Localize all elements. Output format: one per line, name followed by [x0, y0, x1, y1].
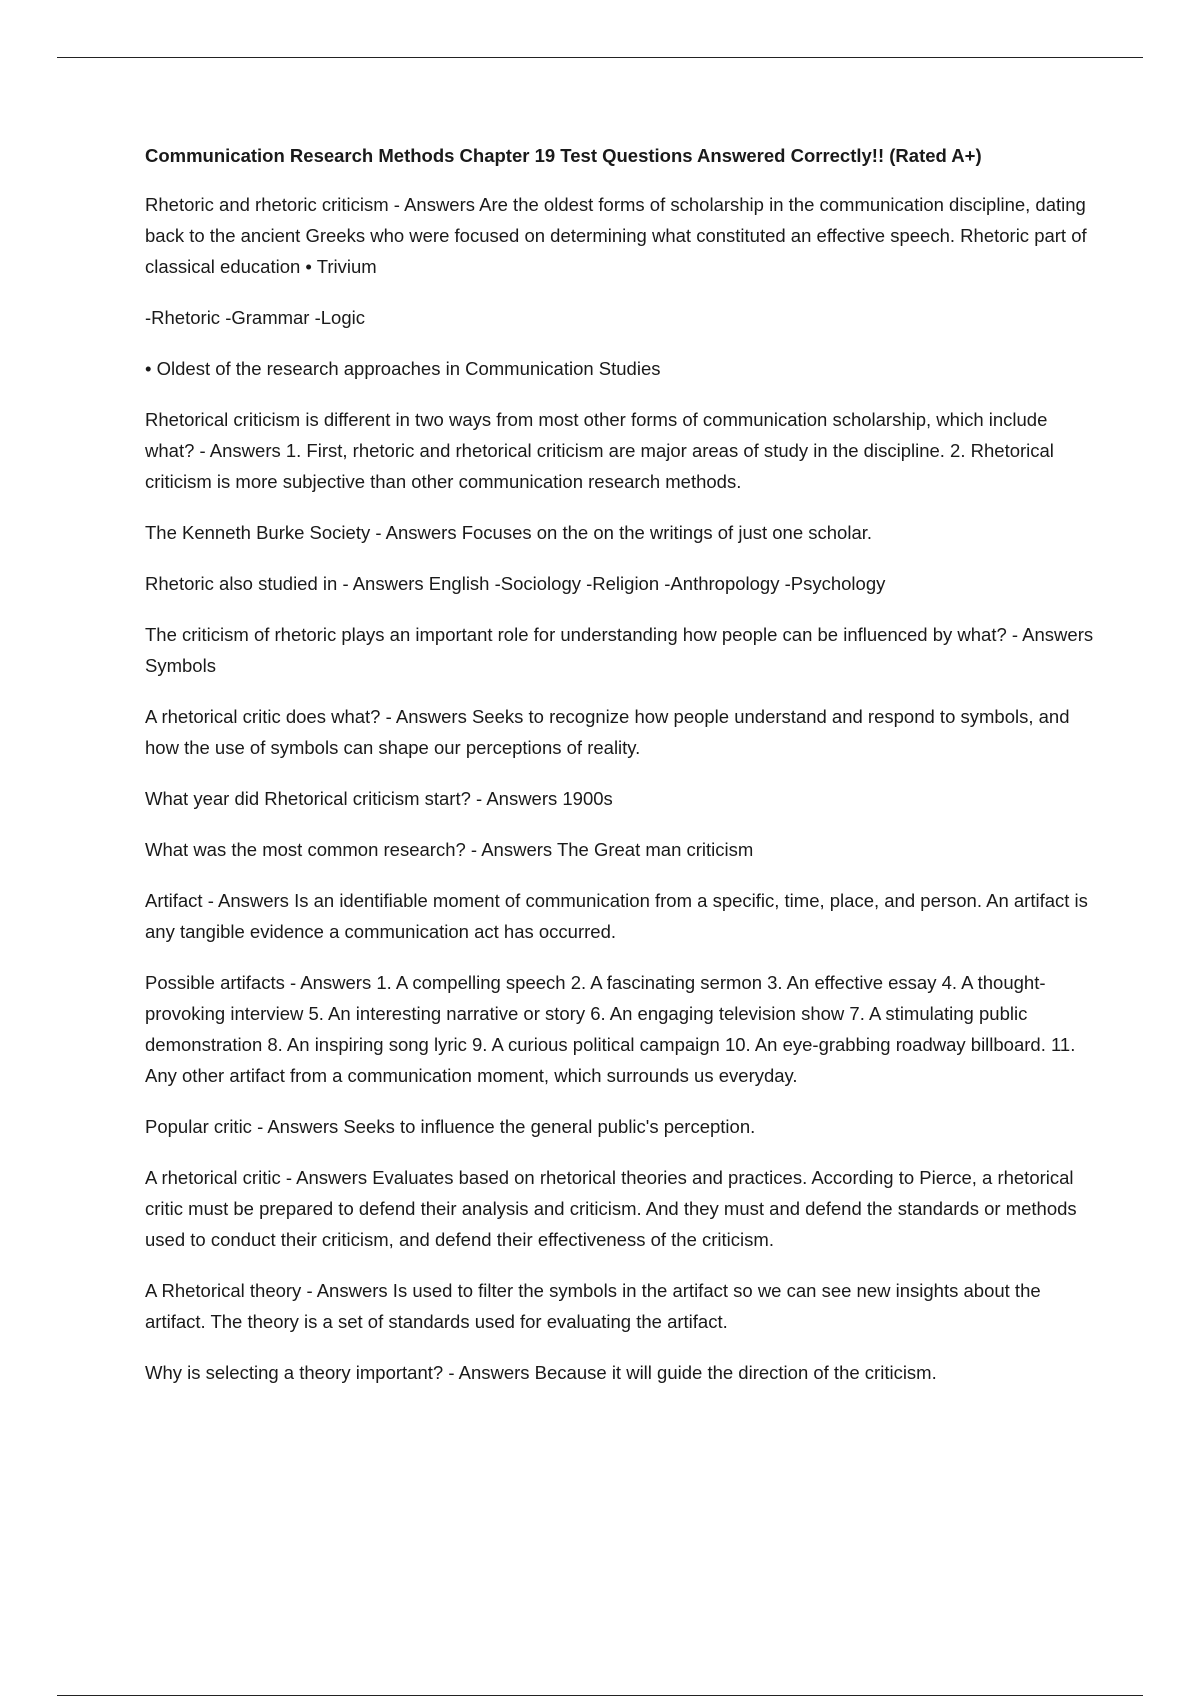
paragraph-rhetorical-theory: A Rhetorical theory - Answers Is used to filter the symbols in the artifact so we can see new insights about the artifact. The theory is a set of standards used for evaluating the artifact. [145, 1280, 1041, 1332]
paragraph-popular-critic: Popular critic - Answers Seeks to influence the general public's perception. [145, 1116, 756, 1137]
paragraph-also-studied: Rhetoric also studied in - Answers English -Sociology -Religion -Anthropology -Psychology [145, 573, 886, 594]
document-body [145, 140, 1095, 1408]
footer-rule [57, 1695, 1143, 1696]
paragraph-common-research: What was the most common research? - Answers The Great man criticism [145, 839, 754, 860]
paragraph-kenneth-burke: The Kenneth Burke Society - Answers Focuses on the on the writings of just one scholar. [145, 522, 873, 543]
paragraph-possible-artifacts: Possible artifacts - Answers 1. A compelling speech 2. A fascinating sermon 3. An effective essay 4. A thought- provoking interview 5. An interesting narrative or story 6. An engaging television show 7. A stimulating public demonstration 8. An inspiring song lyric 9. A curious political campaign 10. An eye-grabbing roadway billboard. 11. Any other artifact from a communication moment, which surrounds us everyday. [145, 972, 1076, 1086]
paragraph-two-ways: Rhetorical criticism is different in two ways from most other forms of communication scholarship, which include what? - Answers 1. First, rhetoric and rhetorical criticism are major areas of study in the discipline. 2. Rhetorical criticism is more subjective than other communication research methods. [145, 409, 1054, 492]
paragraph-critic-does: A rhetorical critic does what? - Answers Seeks to recognize how people understand and respond to symbols, and how the use of symbols can shape our perceptions of reality. [145, 706, 1070, 758]
paragraph-rhetoric-criticism: Rhetoric and rhetoric criticism - Answers Are the oldest forms of scholarship in the communication discipline, dating back to the ancient Greeks who were focused on determining what constituted an effective speech. Rhetoric part of classical education • Trivium [145, 194, 1087, 277]
paragraph-symbols: The criticism of rhetoric plays an important role for understanding how people can be influenced by what? - Answers Symbols [145, 624, 1094, 676]
paragraph-year-start: What year did Rhetorical criticism start? - Answers 1900s [145, 788, 613, 809]
header-rule [57, 57, 1143, 58]
paragraph-selecting-theory: Why is selecting a theory important? - Answers Because it will guide the direction of the criticism. [145, 1362, 937, 1383]
paragraph-rhetorical-critic: A rhetorical critic - Answers Evaluates based on rhetorical theories and practices. According to Pierce, a rhetorical critic must be prepared to defend their analysis and criticism. And they must and defend the standards or methods used to conduct their criticism, and defend their effectiveness of the criticism. [145, 1167, 1077, 1250]
document-title: Communication Research Methods Chapter 19 Test Questions Answered Correctly!! (Rated A+) [145, 145, 982, 166]
paragraph-trivium-list: -Rhetoric -Grammar -Logic [145, 307, 365, 328]
paragraph-artifact: Artifact - Answers Is an identifiable moment of communication from a specific, time, place, and person. An artifact is any tangible evidence a communication act has occurred. [145, 890, 1088, 942]
paragraph-oldest-approach: • Oldest of the research approaches in Communication Studies [145, 358, 661, 379]
